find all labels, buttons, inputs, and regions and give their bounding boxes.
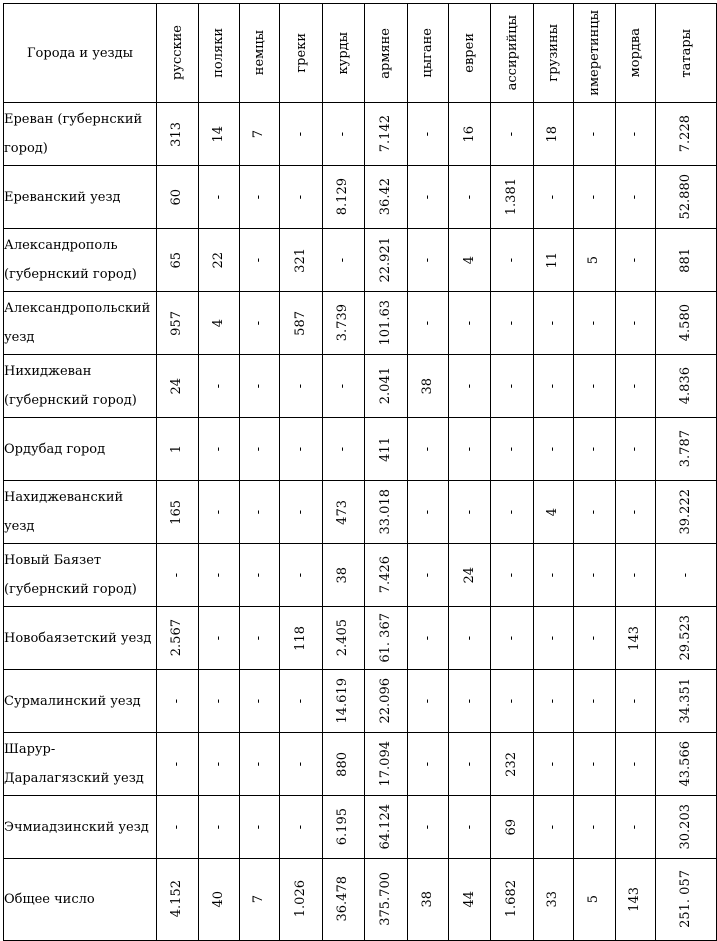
value-cell: 38 [407, 859, 449, 941]
value-cell: 69 [491, 796, 534, 859]
value-cell: 6.195 [323, 796, 365, 859]
value-cell: 143 [615, 859, 656, 941]
value-cell: - [533, 607, 573, 670]
value-cell: - [573, 670, 615, 733]
value-cell: - [533, 796, 573, 859]
value-cell: - [198, 355, 239, 418]
value-cell: - [449, 481, 491, 544]
value-cell: - [198, 670, 239, 733]
value-cell: 7.426 [364, 544, 407, 607]
value-cell: - [156, 733, 198, 796]
value-cell: - [615, 292, 656, 355]
table-row [4, 481, 717, 544]
value-cell: - [407, 418, 449, 481]
value-cell: - [573, 292, 615, 355]
value-cell: 16 [449, 103, 491, 166]
value-cell: - [407, 166, 449, 229]
value-cell: 22 [198, 229, 239, 292]
value-cell: - [491, 355, 534, 418]
value-cell: - [533, 544, 573, 607]
value-cell: 24 [449, 544, 491, 607]
value-cell: 118 [280, 607, 323, 670]
value-cell: - [239, 166, 280, 229]
value-cell: - [449, 796, 491, 859]
value-cell: 33.018 [364, 481, 407, 544]
value-cell: 38 [323, 544, 365, 607]
value-cell: 44 [449, 859, 491, 941]
value-cell: - [280, 355, 323, 418]
value-cell: - [239, 229, 280, 292]
table-row [4, 229, 717, 292]
value-cell: 880 [323, 733, 365, 796]
value-cell: - [615, 733, 656, 796]
value-cell: - [615, 355, 656, 418]
census-table [3, 3, 717, 941]
value-cell: - [533, 418, 573, 481]
header-col: грузины [533, 4, 573, 103]
value-cell: - [491, 292, 534, 355]
value-cell: - [198, 796, 239, 859]
header-col: ассирийцы [491, 4, 534, 103]
value-cell: 43.566 [656, 733, 717, 796]
value-cell: 411 [364, 418, 407, 481]
value-cell: - [280, 796, 323, 859]
value-cell: 17.094 [364, 733, 407, 796]
table-row [4, 166, 717, 229]
table-body [4, 103, 717, 941]
value-cell: - [491, 481, 534, 544]
row-name: Нихиджеван (губернский город) [4, 355, 157, 418]
value-cell: - [407, 292, 449, 355]
value-cell: 1.026 [280, 859, 323, 941]
value-cell: 52.880 [656, 166, 717, 229]
value-cell: 64.124 [364, 796, 407, 859]
header-col: греки [280, 4, 323, 103]
value-cell: - [449, 166, 491, 229]
value-cell: 60 [156, 166, 198, 229]
value-cell: - [198, 733, 239, 796]
value-cell: 232 [491, 733, 534, 796]
header-col: поляки [198, 4, 239, 103]
value-cell: - [449, 607, 491, 670]
value-cell: 29.523 [656, 607, 717, 670]
value-cell: - [573, 607, 615, 670]
header-col: имеретинцы [573, 4, 615, 103]
header-col: мордва [615, 4, 656, 103]
value-cell: - [280, 733, 323, 796]
value-cell: - [407, 796, 449, 859]
value-cell: 2.567 [156, 607, 198, 670]
value-cell: - [198, 166, 239, 229]
value-cell: - [615, 670, 656, 733]
value-cell: 14.619 [323, 670, 365, 733]
value-cell: - [280, 418, 323, 481]
table-row [4, 607, 717, 670]
header-row [4, 4, 717, 103]
value-cell: - [533, 292, 573, 355]
value-cell: - [239, 418, 280, 481]
value-cell: 2.041 [364, 355, 407, 418]
value-cell: - [533, 733, 573, 796]
value-cell: - [491, 229, 534, 292]
row-name: Новый Баязет (губернский город) [4, 544, 157, 607]
header-col: цыгане [407, 4, 449, 103]
value-cell: 39.222 [656, 481, 717, 544]
table-row [4, 859, 717, 941]
value-cell: - [280, 166, 323, 229]
header-col: русские [156, 4, 198, 103]
value-cell: 1.682 [491, 859, 534, 941]
row-name: Общее число [4, 859, 157, 941]
value-cell: - [449, 733, 491, 796]
header-col: немцы [239, 4, 280, 103]
value-cell: 313 [156, 103, 198, 166]
value-cell: - [449, 355, 491, 418]
value-cell: - [533, 355, 573, 418]
value-cell: - [239, 292, 280, 355]
row-name: Новобаязетский уезд [4, 607, 157, 670]
value-cell: - [573, 166, 615, 229]
value-cell: - [280, 481, 323, 544]
value-cell: 165 [156, 481, 198, 544]
value-cell: 11 [533, 229, 573, 292]
value-cell: 7.228 [656, 103, 717, 166]
value-cell: 2.405 [323, 607, 365, 670]
value-cell: 1.381 [491, 166, 534, 229]
value-cell: - [156, 796, 198, 859]
value-cell: - [615, 481, 656, 544]
value-cell: - [407, 733, 449, 796]
table-row [4, 355, 717, 418]
row-name: Александропольский уезд [4, 292, 157, 355]
value-cell: - [156, 544, 198, 607]
table-row [4, 292, 717, 355]
value-cell: - [573, 796, 615, 859]
value-cell: - [239, 355, 280, 418]
table-row [4, 670, 717, 733]
value-cell: 65 [156, 229, 198, 292]
value-cell: - [280, 670, 323, 733]
value-cell: - [239, 796, 280, 859]
value-cell: 4 [533, 481, 573, 544]
value-cell: - [323, 355, 365, 418]
value-cell: 101.63 [364, 292, 407, 355]
value-cell: - [573, 103, 615, 166]
value-cell: 8.129 [323, 166, 365, 229]
value-cell: - [573, 481, 615, 544]
value-cell: - [533, 670, 573, 733]
value-cell: - [239, 544, 280, 607]
value-cell: - [573, 418, 615, 481]
value-cell: - [239, 670, 280, 733]
value-cell: 957 [156, 292, 198, 355]
value-cell: - [323, 229, 365, 292]
value-cell: - [573, 733, 615, 796]
value-cell: - [280, 103, 323, 166]
value-cell: 61. 367 [364, 607, 407, 670]
value-cell: 30.203 [656, 796, 717, 859]
value-cell: - [533, 166, 573, 229]
value-cell: 40 [198, 859, 239, 941]
value-cell: 143 [615, 607, 656, 670]
value-cell: - [407, 670, 449, 733]
row-name: Ереван (губернский город) [4, 103, 157, 166]
value-cell: 22.921 [364, 229, 407, 292]
value-cell: 7 [239, 103, 280, 166]
value-cell: - [449, 670, 491, 733]
value-cell: - [491, 607, 534, 670]
value-cell: 587 [280, 292, 323, 355]
value-cell: 4.580 [656, 292, 717, 355]
row-name: Ереванский уезд [4, 166, 157, 229]
value-cell: 4.836 [656, 355, 717, 418]
value-cell: 473 [323, 481, 365, 544]
header-cities: Города и уезды [4, 4, 157, 103]
value-cell: - [573, 544, 615, 607]
value-cell: 251. 057 [656, 859, 717, 941]
value-cell: 881 [656, 229, 717, 292]
value-cell: 4 [198, 292, 239, 355]
value-cell: - [280, 544, 323, 607]
value-cell: 4 [449, 229, 491, 292]
value-cell: - [491, 670, 534, 733]
value-cell: 24 [156, 355, 198, 418]
value-cell: - [491, 418, 534, 481]
value-cell: 5 [573, 859, 615, 941]
value-cell: 22.096 [364, 670, 407, 733]
value-cell: 33 [533, 859, 573, 941]
value-cell: - [407, 229, 449, 292]
value-cell: 3.787 [656, 418, 717, 481]
value-cell: - [198, 481, 239, 544]
header-col: курды [323, 4, 365, 103]
value-cell: 7 [239, 859, 280, 941]
value-cell: - [615, 418, 656, 481]
value-cell: - [573, 355, 615, 418]
value-cell: 5 [573, 229, 615, 292]
value-cell: - [156, 670, 198, 733]
header-col: татары [656, 4, 717, 103]
value-cell: - [491, 544, 534, 607]
value-cell: 3.739 [323, 292, 365, 355]
row-name: Эчмиадзинский уезд [4, 796, 157, 859]
value-cell: - [449, 292, 491, 355]
value-cell: 36.42 [364, 166, 407, 229]
value-cell: - [239, 481, 280, 544]
value-cell: 4.152 [156, 859, 198, 941]
row-name: Ордубад город [4, 418, 157, 481]
value-cell: - [198, 544, 239, 607]
value-cell: - [615, 796, 656, 859]
value-cell: 34.351 [656, 670, 717, 733]
value-cell: 375.700 [364, 859, 407, 941]
value-cell: - [198, 607, 239, 670]
value-cell: - [615, 166, 656, 229]
row-name: Сурмалинский уезд [4, 670, 157, 733]
value-cell: - [615, 103, 656, 166]
value-cell: - [491, 103, 534, 166]
value-cell: - [323, 418, 365, 481]
value-cell: - [198, 418, 239, 481]
value-cell: - [407, 544, 449, 607]
table-row [4, 796, 717, 859]
row-name: Александрополь (губернский город) [4, 229, 157, 292]
value-cell: 14 [198, 103, 239, 166]
table-row [4, 733, 717, 796]
value-cell: 38 [407, 355, 449, 418]
header-col: армяне [364, 4, 407, 103]
table-row [4, 418, 717, 481]
value-cell: - [407, 481, 449, 544]
value-cell: - [449, 418, 491, 481]
value-cell: - [239, 733, 280, 796]
value-cell: 36.478 [323, 859, 365, 941]
value-cell: - [615, 229, 656, 292]
value-cell: - [656, 544, 717, 607]
value-cell: 7.142 [364, 103, 407, 166]
row-name: Шарур-Даралагязский уезд [4, 733, 157, 796]
value-cell: - [615, 544, 656, 607]
value-cell: - [239, 607, 280, 670]
table-row [4, 103, 717, 166]
table-row [4, 544, 717, 607]
header-col: евреи [449, 4, 491, 103]
row-name: Нахиджеванский уезд [4, 481, 157, 544]
value-cell: 321 [280, 229, 323, 292]
value-cell: 18 [533, 103, 573, 166]
value-cell: - [407, 103, 449, 166]
value-cell: - [323, 103, 365, 166]
value-cell: - [407, 607, 449, 670]
value-cell: 1 [156, 418, 198, 481]
